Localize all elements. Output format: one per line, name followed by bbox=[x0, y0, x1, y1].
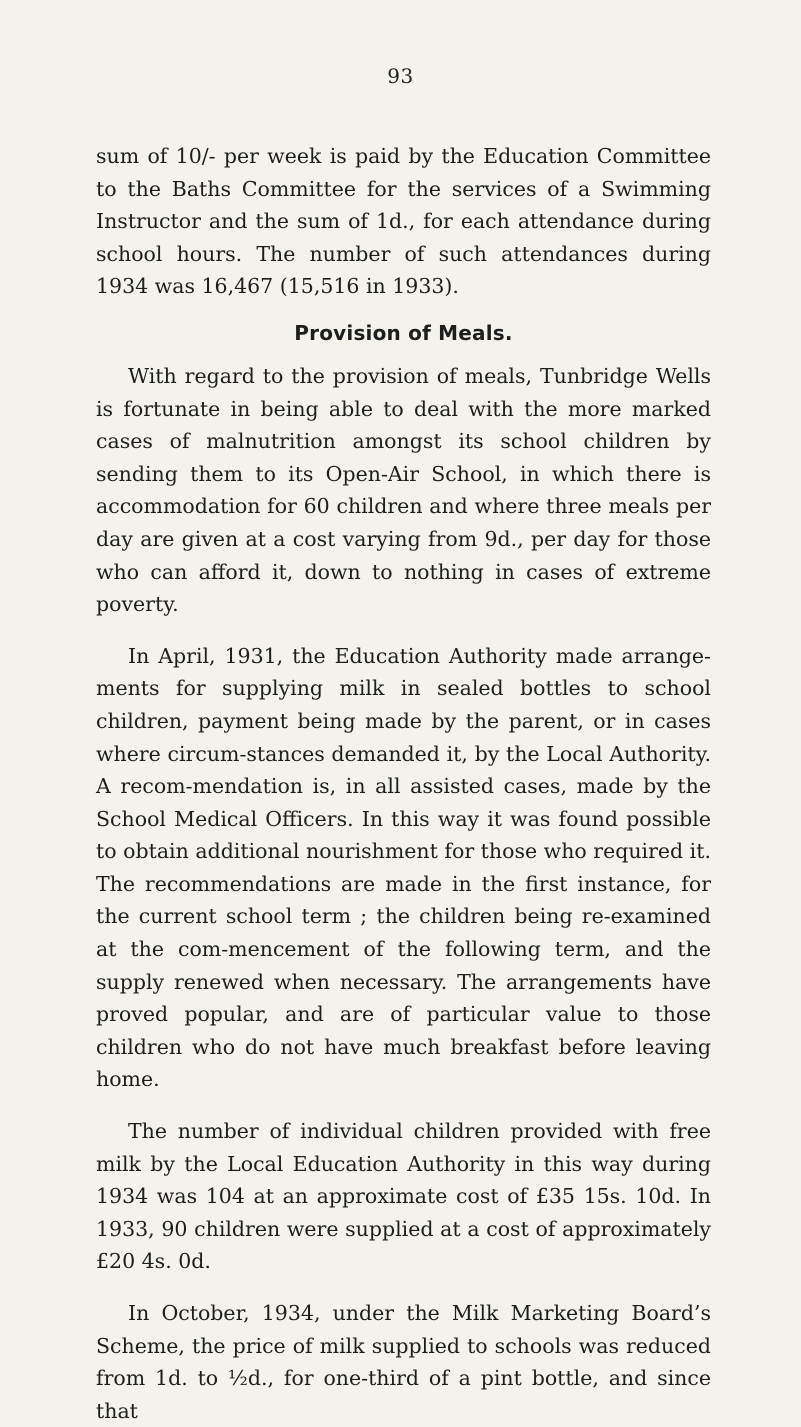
page-number: 93 bbox=[387, 64, 414, 88]
paragraph-provision-of-meals: With regard to the provision of meals, Tunbridge Wells is fortunate in being able to deal with the more marked cases of malnutrition amongst its school children by sending them to its Open-Air School, in which there is accommodation for 60 children and where three meals per day are given at a cost varying from 9d., per day for those who can afford it, down to nothing in cases of extreme poverty. bbox=[96, 363, 711, 617]
body-text bbox=[96, 140, 711, 1427]
paragraph-gap bbox=[96, 1278, 711, 1297]
paragraph-milk-arrangements: In April, 1931, the Education Authority made arrange-ments for supplying milk in sealed bottles to school children, payment being made by the parent, or in cases where circum-stances demanded it, by the Local Authority. A recom-mendation is, in all assisted cases, made by the School Medical Officers. In this way it was found possible to obtain additional nourishment for those who required it. The recommendations are made in the first instance, for the current school term ; the children being re-examined at the com-mencement of the following term, and the supply renewed when necessary. The arrangements have proved popular, and are of particular value to those children who do not have much breakfast before leaving home. bbox=[96, 643, 711, 1092]
section-heading-provision-of-meals: Provision of Meals. bbox=[294, 320, 513, 345]
paragraph-gap bbox=[96, 621, 711, 640]
paragraph-free-milk-numbers: The number of individual children provided with free milk by the Local Education Authority in this way during 1934 was 104 at an approximate cost of £35 15s. 10d. In 1933, 90 children were supplied at a cost of approximately £20 4s. 0d. bbox=[96, 1119, 711, 1274]
paragraph-milk-marketing-scheme: In October, 1934, under the Milk Marketing Board’s Scheme, the price of milk supplied to schools was reduced from 1d. to ½d., for one-third of a pint bottle, and since that bbox=[96, 1301, 711, 1423]
paragraph-gap bbox=[96, 1096, 711, 1115]
paragraph-swimming-instructor: sum of 10/- per week is paid by the Education Committee to the Baths Committee for the services of a Swimming Instructor and the sum of 1d., for each attendance during school hours. The number of such attendances during 1934 was 16,467 (15,516 in 1933). bbox=[96, 144, 711, 299]
